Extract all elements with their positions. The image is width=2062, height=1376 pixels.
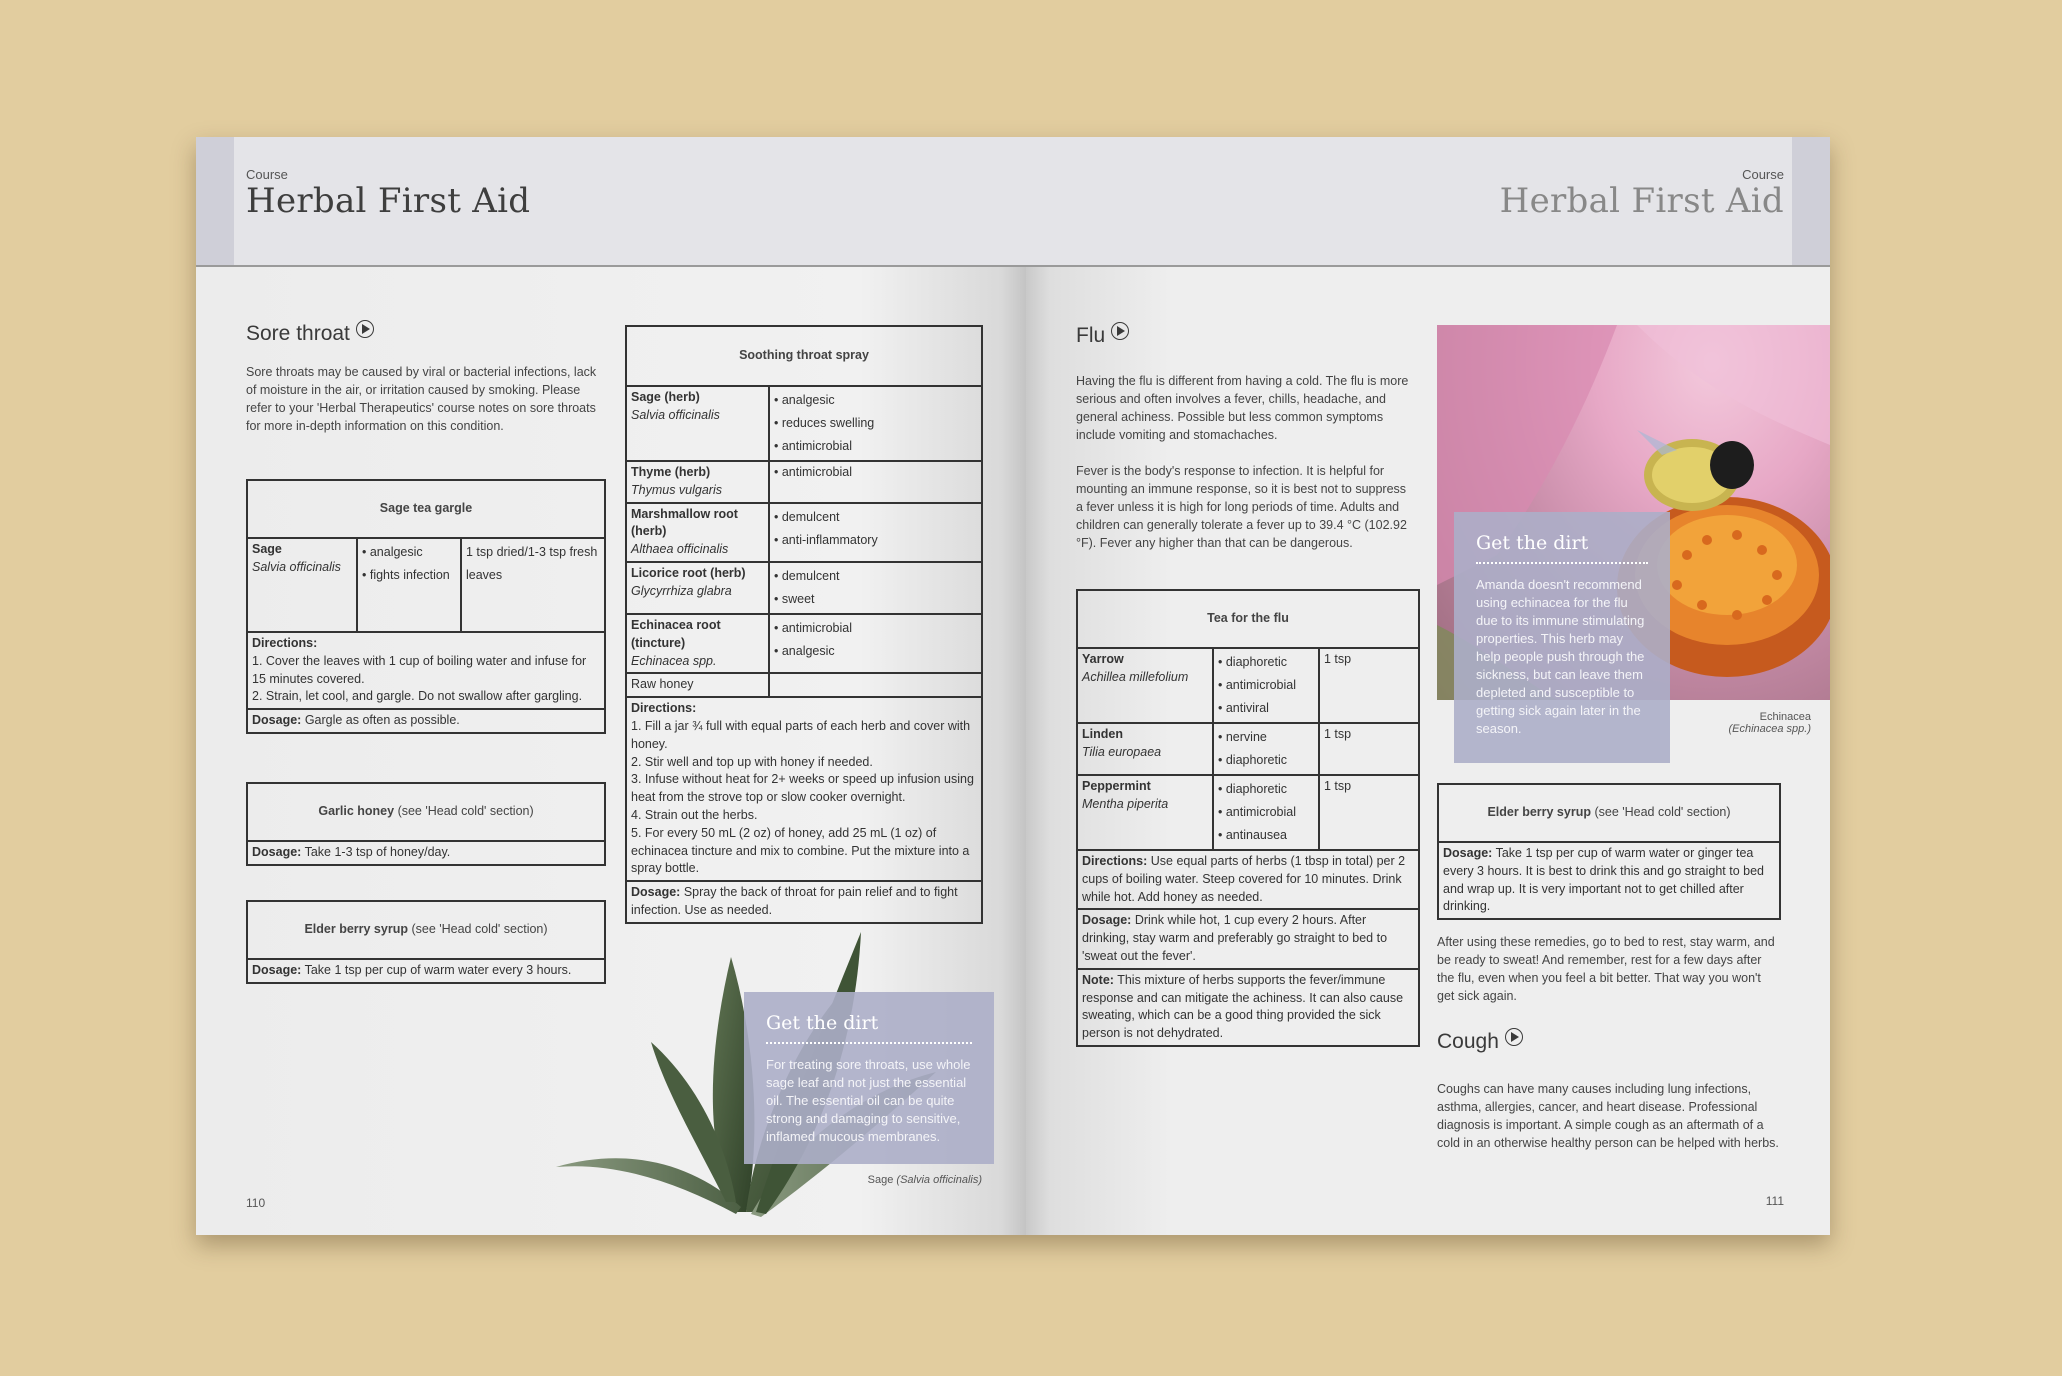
herb-name: Licorice root (herb) — [631, 565, 746, 580]
dosage-text: Take 1 tsp per cup of warm water every 3 hours. — [304, 963, 572, 977]
action-item: • antinausea — [1218, 828, 1288, 842]
herb-name: Echinacea root (tincture) — [631, 617, 721, 650]
intro-text: Sore throats may be caused by viral or bacterial infections, lack of moisture in the air, or irritation caused by smoking. Please refer to your 'Herbal Therapeutics' course notes on sore throats for more in-depth information on this condition. — [246, 365, 597, 433]
directions-label: Directions: — [1082, 854, 1148, 868]
elder-berry-table — [246, 900, 606, 984]
action-item: • analgesic — [774, 643, 835, 658]
herb-cell — [626, 386, 769, 461]
dosage-cell — [247, 841, 605, 865]
amount-cell: 1 tsp — [1319, 723, 1419, 775]
action-item: • demulcent — [774, 509, 840, 524]
dosage-text: Take 1 tsp per cup of warm water or ginger tea every 3 hours. It is best to drink this and go straight to bed and wrap up. It is very important not to get chilled after drinking. — [1443, 846, 1765, 914]
sage-tea-table — [246, 479, 606, 734]
note-cell — [1077, 969, 1419, 1046]
table-title: Tea for the flu — [1077, 590, 1419, 648]
directions-label: Directions: — [252, 636, 318, 650]
direction-step: 1. Cover the leaves with 1 cup of boiling water and infuse for 15 minutes covered. — [252, 653, 587, 686]
dosage-cell — [247, 709, 605, 733]
direction-step: 1. Fill a jar ¾ full with equal parts of each herb and cover with honey. — [631, 718, 971, 751]
action-item: • antimicrobial — [1218, 678, 1297, 692]
herb-latin: Glycyrrhiza glabra — [631, 583, 732, 598]
dosage-cell — [247, 959, 605, 983]
herb-cell — [247, 538, 357, 632]
image-caption — [1666, 711, 1811, 735]
dosage-text: Take 1-3 tsp of honey/day. — [304, 845, 451, 859]
caption-name: Echinacea — [1759, 711, 1811, 723]
get-the-dirt-box — [1454, 512, 1670, 763]
action-item: • antimicrobial — [1218, 805, 1297, 819]
amount-cell: 1 tsp dried/1-3 tsp fresh leaves — [461, 538, 605, 632]
herb-cell — [626, 503, 769, 562]
table-title — [247, 901, 605, 959]
dosage-text: Gargle as often as possible. — [304, 713, 460, 728]
table-title: Soothing throat spray — [626, 326, 982, 386]
actions-cell — [357, 538, 461, 632]
elder-berry-table — [1437, 783, 1781, 920]
herb-latin: Althaea officinalis — [631, 542, 729, 557]
direction-step: 4. Strain out the herbs. — [631, 807, 758, 822]
header-strip — [1792, 137, 1830, 265]
actions-cell — [769, 614, 982, 673]
herb-name: Thyme (herb) — [631, 465, 711, 479]
action-item: • diaphoretic — [1218, 782, 1288, 796]
raw-honey-cell: Raw honey — [626, 673, 769, 697]
section-title-text: Cough — [1437, 1030, 1499, 1053]
play-icon[interactable] — [1505, 1028, 1523, 1046]
herb-name: Peppermint — [1082, 779, 1151, 793]
page-number: 111 — [1765, 1194, 1784, 1208]
cough-section-title — [1437, 1028, 1523, 1054]
throat-spray-table — [625, 325, 983, 924]
table-title — [1438, 784, 1780, 842]
amount-cell: 1 tsp — [1319, 648, 1419, 723]
section-title-text: Flu — [1076, 324, 1106, 347]
direction-step: 5. For every 50 mL (2 oz) of honey, add 25 mL (1 oz) of echinacea tincture and mix to combine. Put the mixture into a spray bottle. — [631, 825, 970, 876]
table-title-text: Garlic honey — [318, 804, 395, 819]
action-item: • reduces swelling — [774, 416, 875, 430]
actions-cell — [769, 562, 982, 614]
action-item: • nervine — [1218, 730, 1267, 744]
herb-cell — [626, 461, 769, 503]
herb-cell — [626, 562, 769, 614]
dosage-label: Dosage: — [252, 713, 302, 728]
page-number: 110 — [246, 1196, 266, 1210]
action-item: • diaphoretic — [1218, 753, 1288, 767]
actions-cell — [1213, 775, 1319, 850]
dosage-label: Dosage: — [1443, 846, 1493, 860]
course-label: Course — [1742, 167, 1784, 182]
directions-text: Use equal parts of herbs (1 tbsp in total) per 2 cups of boiling water. Steep covered for 10 minutes. Drink while hot. Add honey as needed. — [1082, 854, 1406, 904]
herb-latin: Echinacea spp. — [631, 653, 717, 668]
dosage-cell — [1438, 842, 1780, 919]
after-remedies-text: After using these remedies, go to bed to rest, stay warm, and be ready to sweat! And remember, rest for a few days after the flu, even when you feel a bit better. That way you won't get sick again. — [1437, 935, 1775, 1003]
dirt-text: For treating sore throats, use whole sage leaf and not just the essential oil. The essential oil can be quite strong and damaging to sensitive, inflamed mucous membranes. — [766, 1057, 971, 1144]
herb-cell — [1077, 723, 1213, 775]
herb-name: Sage — [252, 542, 282, 556]
table-title — [247, 783, 605, 841]
action-item: • antimicrobial — [774, 439, 853, 453]
caption-latin: (Echinacea spp.) — [1728, 723, 1811, 735]
herb-cell — [1077, 775, 1213, 850]
intro-paragraph-2: Fever is the body's response to infection. It is helpful for mounting an immune response, so it is best not to suppress a fever unless it is high for long periods of time. Adults and children can generally tolerate a fever up to 39.4 °C (102.92 °F). Fever any higher than that can be dangerous. — [1076, 464, 1407, 550]
play-icon[interactable] — [1111, 322, 1129, 340]
directions-cell — [247, 632, 605, 709]
empty-cell — [769, 673, 982, 697]
herb-cell — [626, 614, 769, 673]
header-strip — [196, 137, 234, 265]
garlic-honey-table — [246, 782, 606, 866]
tea-for-flu-table — [1076, 589, 1420, 1047]
dosage-cell — [626, 881, 982, 923]
dosage-text: Drink while hot, 1 cup every 2 hours. After drinking, stay warm and preferably go straight to bed to 'sweat out the fever'. — [1082, 913, 1388, 963]
action-item: • demulcent — [774, 568, 840, 583]
right-page — [1026, 137, 1830, 1235]
dirt-title: Get the dirt — [766, 1012, 879, 1034]
course-label: Course — [246, 167, 288, 182]
intro-paragraph-1: Having the flu is different from having a cold. The flu is more serious and often involves a fever, chills, headache, and general achiness. Possible but less common symptoms include vomiting and stomachaches. — [1076, 374, 1409, 442]
action-item: • fights infection — [362, 568, 450, 582]
herb-name: Sage (herb) — [631, 390, 700, 404]
herb-latin: Thymus vulgaris — [631, 482, 722, 497]
dosage-text: Spray the back of throat for pain relief and to fight infection. Use as needed. — [631, 885, 958, 917]
note-label: Note: — [1082, 972, 1114, 987]
table-title-note: (see 'Head cold' section) — [411, 922, 548, 937]
caption-latin: (Salvia officinalis) — [896, 1174, 982, 1186]
section-title-text: Sore throat — [246, 322, 350, 345]
herb-latin: Mentha piperita — [1082, 796, 1169, 811]
image-caption — [796, 1174, 982, 1186]
header-rule — [196, 265, 1026, 267]
table-title-text: Elder berry syrup — [304, 922, 408, 937]
table-title-note: (see 'Head cold' section) — [397, 804, 534, 819]
section-title — [1076, 322, 1129, 348]
action-item: • anti-inflammatory — [774, 532, 878, 547]
herb-latin: Achillea millefolium — [1082, 669, 1189, 684]
directions-label: Directions: — [631, 701, 697, 716]
actions-cell — [1213, 723, 1319, 775]
dotted-divider — [1476, 562, 1648, 564]
play-icon[interactable] — [356, 320, 374, 338]
action-item: • analgesic — [774, 393, 835, 407]
dirt-title: Get the dirt — [1476, 532, 1589, 554]
action-item: • antimicrobial — [774, 465, 853, 479]
dosage-label: Dosage: — [631, 885, 681, 900]
course-title: Herbal First Aid — [1499, 181, 1784, 221]
note-text: This mixture of herbs supports the fever/immune response and can mitigate the achiness. It can also cause sweating, which can be a good thing provided the sick person is not dehydrated. — [1082, 972, 1404, 1041]
action-item: • sweet — [774, 591, 815, 606]
action-item: • diaphoretic — [1218, 655, 1288, 669]
direction-step: 2. Stir well and top up with honey if needed. — [631, 754, 873, 769]
dosage-label: Dosage: — [252, 963, 302, 977]
caption-name: Sage — [867, 1174, 894, 1186]
direction-step: 3. Infuse without heat for 2+ weeks or speed up infusion using heat from the strove top or slow cooker overnight. — [631, 772, 974, 805]
section-title — [246, 320, 374, 346]
actions-cell — [769, 461, 982, 503]
actions-cell — [769, 386, 982, 461]
action-item: • analgesic — [362, 545, 423, 559]
actions-cell — [769, 503, 982, 562]
dotted-divider — [766, 1042, 972, 1044]
table-title: Sage tea gargle — [247, 480, 605, 538]
directions-cell — [626, 697, 982, 881]
amount-cell: 1 tsp — [1319, 775, 1419, 850]
action-item: • antimicrobial — [774, 620, 853, 635]
action-item: • antiviral — [1218, 701, 1269, 715]
course-title: Herbal First Aid — [246, 181, 531, 221]
herb-latin: Tilia europaea — [1082, 744, 1162, 759]
dosage-cell — [1077, 909, 1419, 968]
header-rule — [1026, 265, 1830, 267]
dosage-label: Dosage: — [252, 845, 302, 859]
directions-cell — [1077, 850, 1419, 909]
actions-cell — [1213, 648, 1319, 723]
herb-name: Linden — [1082, 727, 1123, 741]
herb-name: Marshmallow root (herb) — [631, 506, 738, 539]
herb-latin: Salvia officinalis — [631, 407, 720, 422]
open-book — [196, 137, 1830, 1235]
cough-text: Coughs can have many causes including lung infections, asthma, allergies, cancer, and heart disease. Professional diagnosis is important. A simple cough as an aftermath of a cold in an otherwise healthy person can be helped with herbs. — [1437, 1082, 1779, 1150]
herb-name: Yarrow — [1082, 652, 1124, 666]
get-the-dirt-box — [744, 992, 994, 1164]
herb-latin: Salvia officinalis — [252, 559, 341, 574]
direction-step: 2. Strain, let cool, and gargle. Do not swallow after gargling. — [252, 689, 583, 704]
table-title-note: (see 'Head cold' section) — [1594, 805, 1731, 820]
dirt-text: Amanda doesn't recommend using echinacea for the flu due to its immune stimulating properties. This herb may help people push through the sickness, but can leave them depleted and susceptible to getting sick again later in the season. — [1476, 577, 1645, 736]
left-page — [196, 137, 1026, 1235]
herb-cell — [1077, 648, 1213, 723]
table-title-text: Elder berry syrup — [1487, 805, 1591, 820]
dosage-label: Dosage: — [1082, 913, 1132, 928]
